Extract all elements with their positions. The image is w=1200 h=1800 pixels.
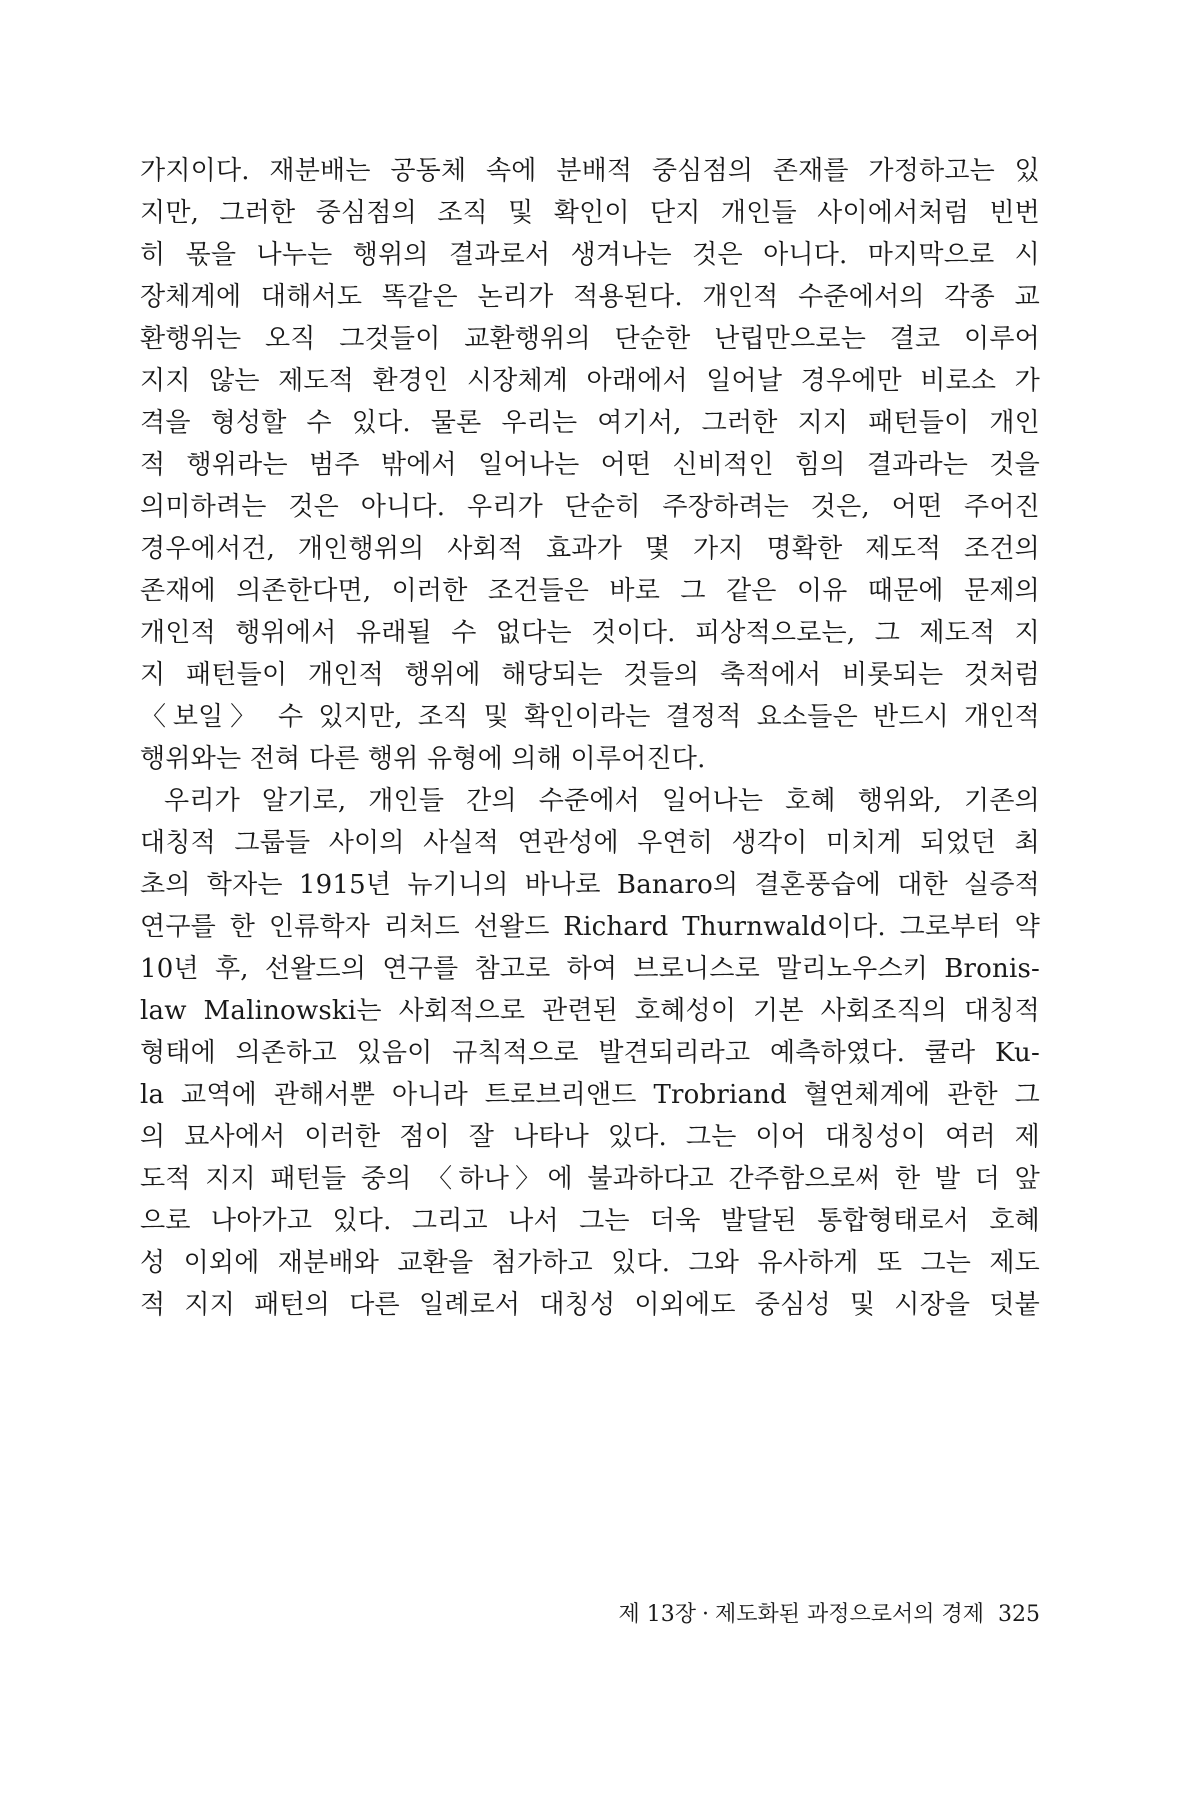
body-text — [140, 150, 1040, 1326]
paragraph-end-line: 행위와는 전혀 다른 행위 유형에 의해 이루어진다. — [140, 744, 706, 774]
text-line: 도적 지지 패턴들 중의 〈하나〉에 불과하다고 간주함으로써 한 발 더 앞 — [140, 1164, 1040, 1194]
text-line: 가지이다. 재분배는 공동체 속에 분배적 중심점의 존재를 가정하고는 있 — [140, 156, 1040, 186]
text-line: 환행위는 오직 그것들이 교환행위의 단순한 난립만으로는 결코 이루어 — [140, 324, 1040, 354]
text-line: 연구를 한 인류학자 리처드 선왈드 Richard Thurnwald이다. 그로부터 약 — [140, 912, 1040, 942]
text-line: 히 몫을 나누는 행위의 결과로서 생겨나는 것은 아니다. 마지막으로 시 — [140, 240, 1040, 270]
chapter-title: 제도화된 과정으로서의 경제 — [714, 1602, 984, 1627]
text-line: 존재에 의존한다면, 이러한 조건들은 바로 그 같은 이유 때문에 문제의 — [140, 576, 1040, 606]
text-line: 의 묘사에서 이러한 점이 잘 나타나 있다. 그는 이어 대칭성이 여러 제 — [140, 1122, 1040, 1152]
text-line: 지만, 그러한 중심점의 조직 및 확인이 단지 개인들 사이에서처럼 빈번 — [140, 198, 1040, 228]
text-line: 초의 학자는 1915년 뉴기니의 바나로 Banaro의 결혼풍습에 대한 실증적 — [140, 870, 1040, 900]
text-line: 형태에 의존하고 있음이 규칙적으로 발견되리라고 예측하였다. 쿨라 Ku- — [140, 1038, 1040, 1068]
chapter-label: 제 13장 — [618, 1602, 696, 1627]
text-line: law Malinowski는 사회적으로 관련된 호혜성이 기본 사회조직의 대칭적 — [140, 996, 1040, 1026]
text-line: 대칭적 그룹들 사이의 사실적 연관성에 우연히 생각이 미치게 되었던 최 — [140, 828, 1040, 858]
text-line: 의미하려는 것은 아니다. 우리가 단순히 주장하려는 것은, 어떤 주어진 — [140, 492, 1040, 522]
text-line: 개인적 행위에서 유래될 수 없다는 것이다. 피상적으로는, 그 제도적 지 — [140, 618, 1040, 648]
text-line: 격을 형성할 수 있다. 물론 우리는 여기서, 그러한 지지 패턴들이 개인 — [140, 408, 1040, 438]
text-line: 장체계에 대해서도 똑같은 논리가 적용된다. 개인적 수준에서의 각종 교 — [140, 282, 1040, 312]
text-line: 적 행위라는 범주 밖에서 일어나는 어떤 신비적인 힘의 결과라는 것을 — [140, 450, 1040, 480]
text-line: 경우에서건, 개인행위의 사회적 효과가 몇 가지 명확한 제도적 조건의 — [140, 534, 1040, 564]
footer-separator: · — [701, 1602, 709, 1627]
text-line: 으로 나아가고 있다. 그리고 나서 그는 더욱 발달된 통합형태로서 호혜 — [140, 1206, 1040, 1236]
text-line: 〈보일〉 수 있지만, 조직 및 확인이라는 결정적 요소들은 반드시 개인적 — [140, 702, 1040, 732]
running-footer — [560, 1595, 1040, 1635]
text-line: 지지 않는 제도적 환경인 시장체계 아래에서 일어날 경우에만 비로소 가 — [140, 366, 1040, 396]
paragraph-start-line: 우리가 알기로, 개인들 간의 수준에서 일어나는 호혜 행위와, 기존의 — [164, 786, 1040, 816]
text-line: 지 패턴들이 개인적 행위에 해당되는 것들의 축적에서 비롯되는 것처럼 — [140, 660, 1040, 690]
text-line: 10년 후, 선왈드의 연구를 참고로 하여 브로니스로 말리노우스키 Bronis- — [140, 954, 1040, 984]
text-line: 성 이외에 재분배와 교환을 첨가하고 있다. 그와 유사하게 또 그는 제도 — [140, 1248, 1040, 1278]
text-line: la 교역에 관해서뿐 아니라 트로브리앤드 Trobriand 혈연체계에 관한 그 — [140, 1080, 1040, 1110]
page-number: 325 — [998, 1602, 1040, 1627]
text-line: 적 지지 패턴의 다른 일례로서 대칭성 이외에도 중심성 및 시장을 덧붙 — [140, 1290, 1040, 1320]
